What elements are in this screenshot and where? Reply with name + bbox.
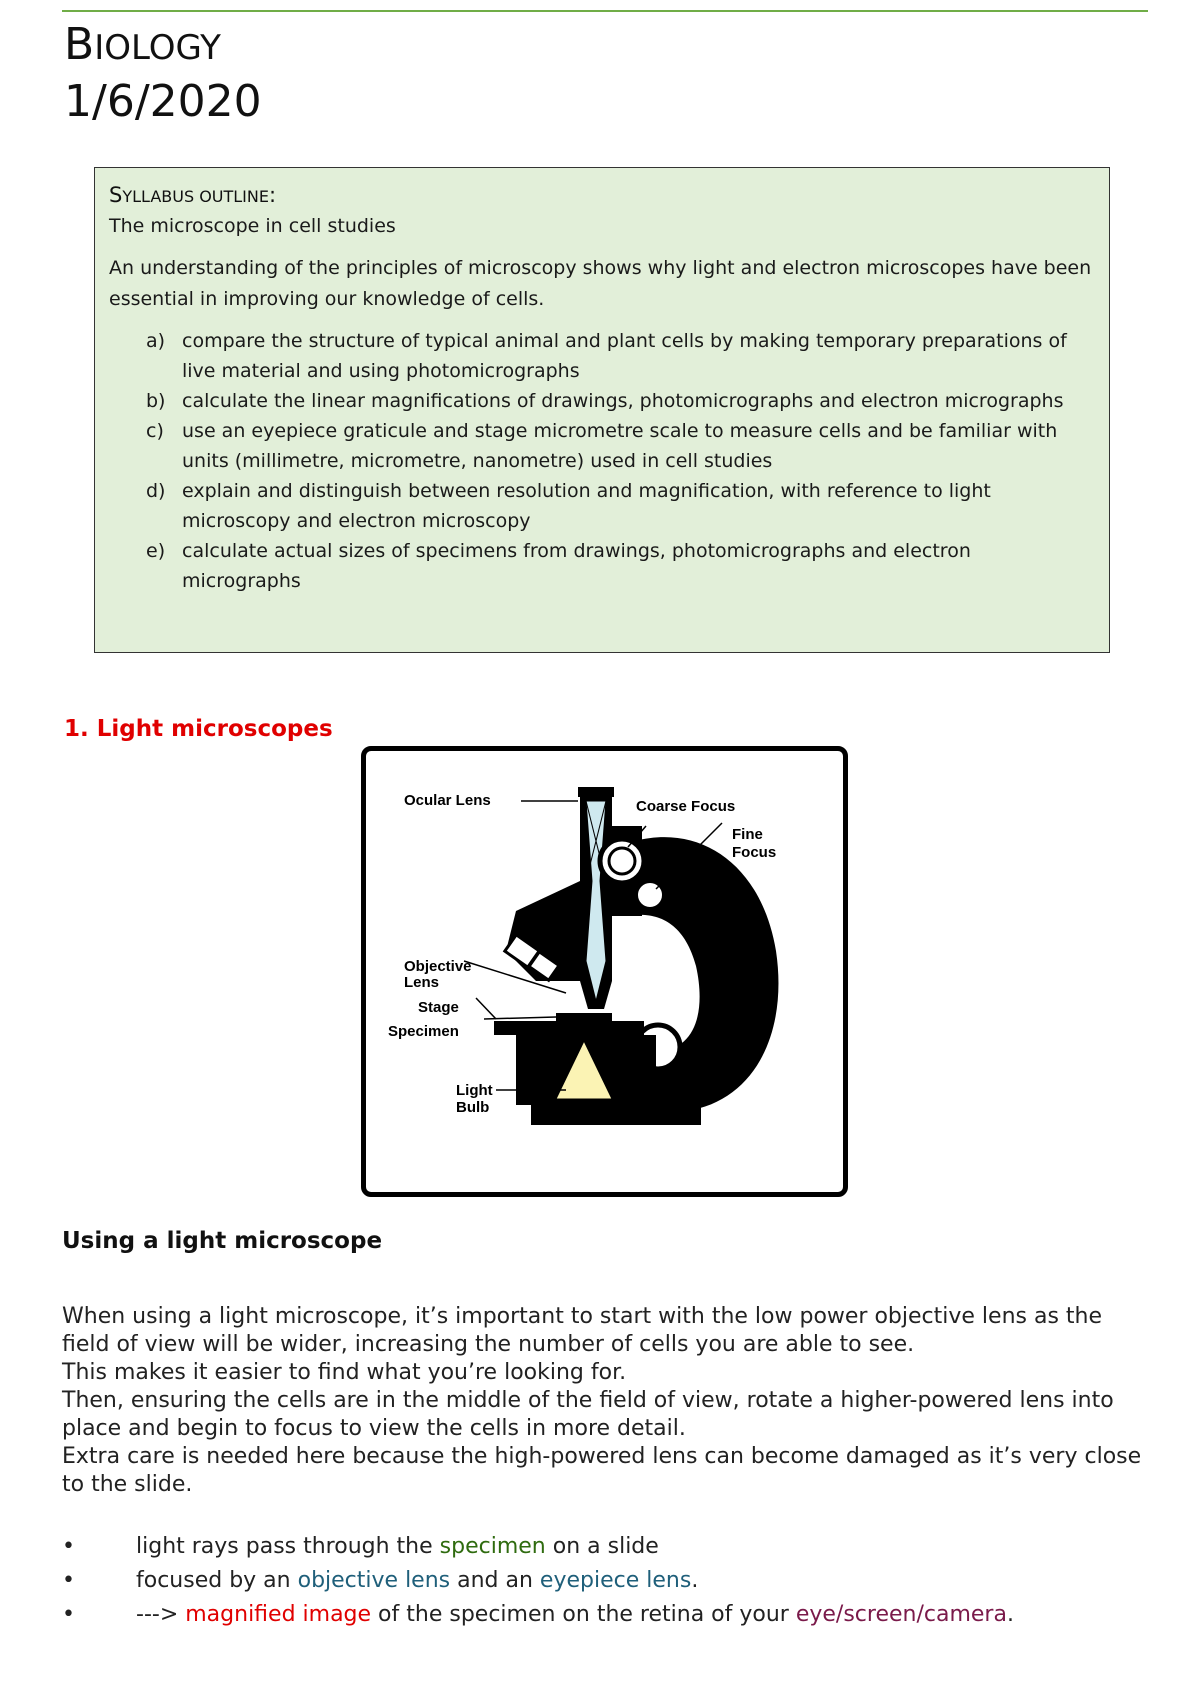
title-date: 1/6/2020 (64, 76, 262, 127)
key-points-list (62, 1530, 1152, 1632)
label-objective-1: Objective (404, 958, 472, 975)
syllabus-intro: An understanding of the principles of microscopy shows why light and electron microscopes have been essential in improving our knowledge of cells. (109, 257, 1092, 310)
syllabus-item: b) calculate the linear magnifications of drawings, photomicrographs and electron micrographs (146, 390, 1064, 412)
syllabus-outline-box (94, 167, 1110, 653)
syllabus-subtitle: The microscope in cell studies (109, 215, 396, 237)
label-specimen: Specimen (388, 1023, 459, 1040)
label-stage: Stage (418, 999, 459, 1016)
top-rule (62, 10, 1148, 12)
document-title (64, 18, 262, 129)
syllabus-item: e) calculate actual sizes of specimens from drawings, photomicrographs and electron micrographs (146, 540, 971, 592)
paragraph-line: This makes it easier to find what you’re looking for. (62, 1360, 627, 1385)
syllabus-item: a) compare the structure of typical animal and plant cells by making temporary preparations of live material and using photomicrographs (146, 330, 1067, 382)
bullet-dot-icon: • (62, 1602, 75, 1627)
paragraph-line: When using a light microscope, it’s important to start with the low power objective lens as the field of view will be wider, increasing the number of cells you are able to see. (62, 1304, 1103, 1357)
base-foot (531, 1105, 701, 1125)
bullet-dot-icon: • (62, 1568, 75, 1593)
leader-stage (476, 998, 496, 1019)
paragraph-line: Extra care is needed here because the high-powered lens can become damaged as it’s very close to the slide. (62, 1444, 1142, 1497)
specimen-slide (556, 1013, 612, 1021)
bullet-dot-icon: • (62, 1534, 75, 1559)
title-line: BIOLOGY (64, 19, 221, 70)
bullet-item: • ---> magnified image of the specimen on the retina of your eye/screen/camera. (62, 1598, 1152, 1632)
label-ocular-lens: Ocular Lens (404, 792, 491, 809)
bullet-item: • focused by an objective lens and an eyepiece lens. (62, 1564, 1152, 1598)
stage (494, 1021, 644, 1035)
syllabus-item: d) explain and distinguish between resolution and magnification, with reference to light microscopy and electron microscopy (146, 480, 991, 532)
using-light-microscope-heading: Using a light microscope (62, 1228, 383, 1254)
using-paragraph (62, 1303, 1152, 1499)
label-fine-focus-1: Fine (732, 826, 763, 843)
syllabus-heading: SYLLABUS OUTLINE: (109, 183, 277, 207)
bullet-item: • light rays pass through the specimen on a slide (62, 1530, 1152, 1564)
syllabus-item: c) use an eyepiece graticule and stage micrometre scale to measure cells and be familiar with units (millimetre, micrometre, nanometre) used in cell studies (146, 420, 1058, 472)
microscope-illustration (366, 751, 843, 1192)
eyepiece-cap (578, 787, 614, 797)
syllabus-list (109, 326, 1095, 596)
microscope-diagram (361, 746, 848, 1197)
coarse-focus-knob (600, 839, 644, 883)
label-fine-focus-2: Focus (732, 844, 777, 861)
label-light-bulb-1: Light (456, 1082, 493, 1099)
paragraph-line: Then, ensuring the cells are in the middle of the field of view, rotate a higher-powered lens into place and begin to focus to view the cells in more detail. (62, 1388, 1114, 1441)
label-objective-2: Lens (404, 974, 440, 991)
label-light-bulb-2: Bulb (456, 1099, 490, 1116)
section-heading-light-microscopes: 1. Light microscopes (64, 716, 333, 742)
label-coarse-focus: Coarse Focus (636, 798, 736, 815)
